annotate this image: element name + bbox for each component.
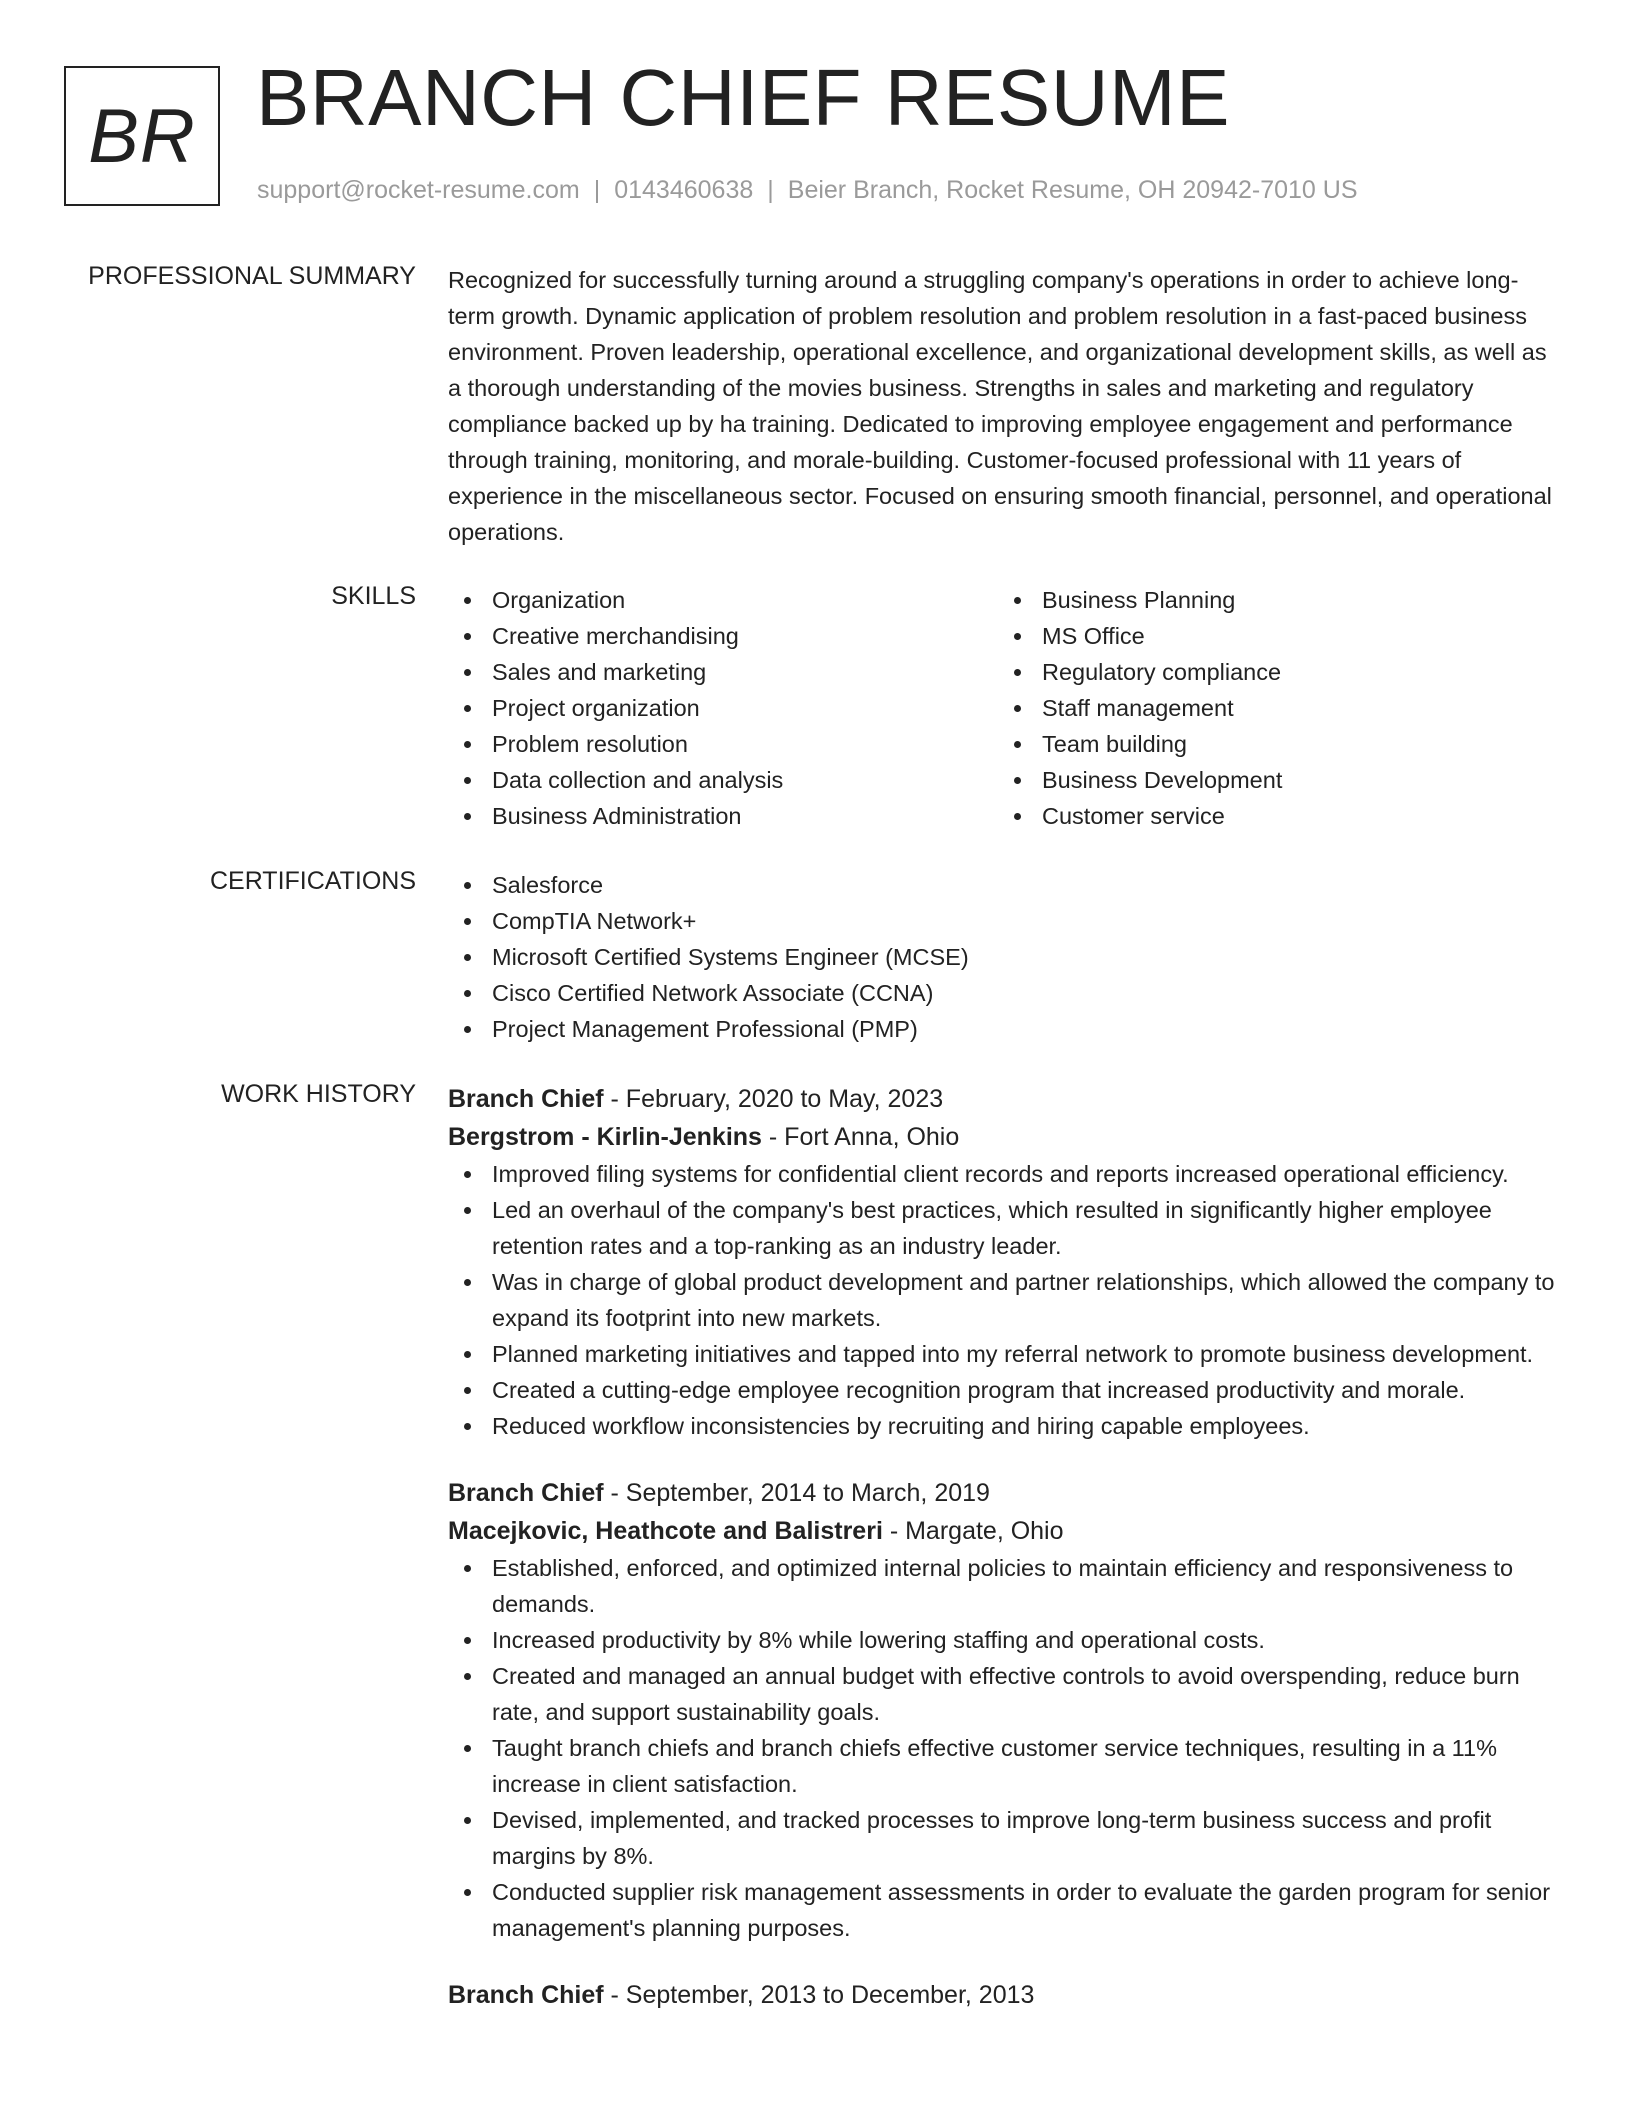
contact-separator: | — [593, 176, 601, 204]
resume-title: BRANCH CHIEF RESUME — [256, 53, 1231, 142]
certification-item: CompTIA Network+ — [448, 903, 1560, 939]
job-bullet: Was in charge of global product development and partner relationships, which allowed the company to expand its footprint into new markets. — [448, 1264, 1560, 1336]
job-title-line — [448, 1080, 1560, 1118]
job-bullet: Reduced workflow inconsistencies by recruiting and hiring capable employees. — [448, 1408, 1560, 1444]
job-bullet: Established, enforced, and optimized internal policies to maintain efficiency and responsiveness to demands. — [448, 1550, 1560, 1622]
job-title-line — [448, 1976, 1560, 2014]
job-bullet: Created a cutting-edge employee recognition program that increased productivity and morale. — [448, 1372, 1560, 1408]
job-bullet: Conducted supplier risk management assessments in order to evaluate the garden program for senior management's planning purposes. — [448, 1874, 1560, 1946]
skill-item: Business Development — [998, 762, 1548, 798]
skill-item: Sales and marketing — [448, 654, 998, 690]
job-dates: - September, 2013 to December, 2013 — [603, 1981, 1035, 2009]
certifications-body — [448, 867, 1560, 1047]
work-history-heading: WORK HISTORY — [221, 1080, 416, 1108]
job-location: - Fort Anna, Ohio — [761, 1123, 960, 1151]
skill-item: Customer service — [998, 798, 1548, 834]
job-bullet: Created and managed an annual budget with effective controls to avoid overspending, reduce burn rate, and support sustainability goals. — [448, 1658, 1560, 1730]
certification-item: Project Management Professional (PMP) — [448, 1011, 1560, 1047]
skills-heading: SKILLS — [331, 582, 416, 610]
job-bullets — [448, 1156, 1560, 1444]
summary-text: Recognized for successfully turning around a struggling company's operations in order to achieve long-term growth. Dynamic application of problem resolution and problem resolution in a fast-paced business environment. Proven leadership, operational excellence, and organizational development skills, as well as a thorough understanding of the movies business. Strengths in sales and marketing and regulatory compliance backed up by ha training. Dedicated to improving employee engagement and performance through training, monitoring, and morale-building. Customer-focused professional with 11 years of experience in the miscellaneous sector. Focused on ensuring smooth financial, personnel, and operational operations. — [448, 267, 1552, 545]
skill-item: Organization — [448, 582, 998, 618]
contact-address: Beier Branch, Rocket Resume, OH 20942-7010 US — [787, 176, 1358, 204]
skill-item: Data collection and analysis — [448, 762, 998, 798]
skills-columns — [448, 582, 1560, 834]
skill-item: Regulatory compliance — [998, 654, 1548, 690]
certifications-heading: CERTIFICATIONS — [209, 867, 416, 895]
skill-item: Creative merchandising — [448, 618, 998, 654]
skill-item: Business Planning — [998, 582, 1548, 618]
certification-item: Cisco Certified Network Associate (CCNA) — [448, 975, 1560, 1011]
monogram-box — [64, 66, 220, 206]
skill-item: MS Office — [998, 618, 1548, 654]
skill-item: Business Administration — [448, 798, 998, 834]
job-bullet: Improved filing systems for confidential client records and reports increased operational efficiency. — [448, 1156, 1560, 1192]
certification-item: Microsoft Certified Systems Engineer (MCSE) — [448, 939, 1560, 975]
job-location: - Margate, Ohio — [882, 1517, 1064, 1545]
job-dates: - February, 2020 to May, 2023 — [603, 1085, 944, 1113]
job-title: Branch Chief — [448, 1479, 604, 1507]
summary-heading: PROFESSIONAL SUMMARY — [88, 262, 416, 290]
certification-item: Salesforce — [448, 867, 1560, 903]
contact-line — [257, 176, 1358, 205]
contact-separator: | — [767, 176, 774, 204]
monogram-initials: BR — [88, 93, 196, 179]
skills-list-left — [448, 582, 998, 834]
skills-list-right — [998, 582, 1548, 834]
job-bullets — [448, 1550, 1560, 1946]
job-company: Bergstrom - Kirlin-Jenkins — [448, 1123, 762, 1151]
contact-phone: 0143460638 — [614, 176, 754, 204]
job-company: Macejkovic, Heathcote and Balistreri — [448, 1517, 883, 1545]
skill-item: Project organization — [448, 690, 998, 726]
job-title: Branch Chief — [448, 1085, 604, 1113]
job-entry — [448, 1474, 1560, 1946]
job-company-line — [448, 1118, 1560, 1156]
job-entry — [448, 1976, 1560, 2014]
job-entry — [448, 1080, 1560, 1444]
job-title: Branch Chief — [448, 1981, 604, 2009]
job-bullet: Devised, implemented, and tracked processes to improve long-term business success and profit margins by 8%. — [448, 1802, 1560, 1874]
skill-item: Team building — [998, 726, 1548, 762]
job-bullet: Taught branch chiefs and branch chiefs effective customer service techniques, resulting in a 11% increase in client satisfaction. — [448, 1730, 1560, 1802]
skill-item: Staff management — [998, 690, 1548, 726]
job-title-line — [448, 1474, 1560, 1512]
skill-item: Problem resolution — [448, 726, 998, 762]
job-bullet: Planned marketing initiatives and tapped into my referral network to promote business development. — [448, 1336, 1560, 1372]
contact-email: support@rocket-resume.com — [257, 176, 580, 204]
work-history-body — [448, 1080, 1560, 2014]
certifications-list — [448, 867, 1560, 1047]
job-company-line — [448, 1512, 1560, 1550]
job-bullet: Led an overhaul of the company's best practices, which resulted in significantly higher employee retention rates and a top-ranking as an industry leader. — [448, 1192, 1560, 1264]
job-dates: - September, 2014 to March, 2019 — [603, 1479, 990, 1507]
job-bullet: Increased productivity by 8% while lowering staffing and operational costs. — [448, 1622, 1560, 1658]
